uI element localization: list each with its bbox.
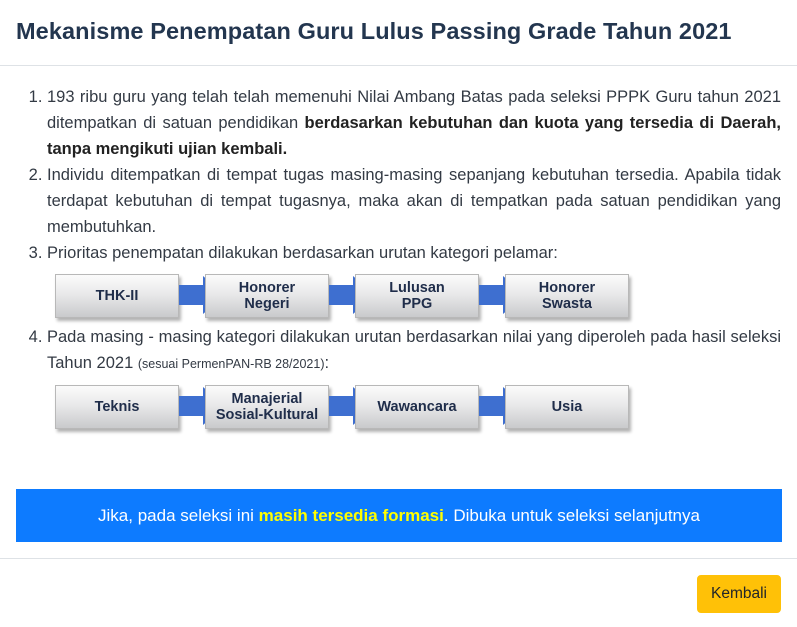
point-1-text: 193 ribu guru yang telah telah memenuhi Nilai Ambang Batas pada seleksi PPPK Guru tahun 2021 ditempatkan di satuan pendidikan xyxy=(47,88,781,132)
info-banner xyxy=(16,489,782,542)
priority-flow-diagram xyxy=(47,268,781,324)
flow-step-teknis: Teknis xyxy=(55,385,179,429)
list-item xyxy=(47,324,781,435)
flow-step-thk-ii: THK-II xyxy=(55,274,179,318)
flow-step-honorer-swasta: Honorer Swasta xyxy=(505,274,629,318)
modal-body xyxy=(0,66,797,435)
ranking-flow-diagram xyxy=(47,379,781,435)
list-item xyxy=(47,240,781,324)
modal-header xyxy=(0,0,797,66)
flow-step-manajerial: Manajerial Sosial-Kultural xyxy=(205,385,329,429)
list-item xyxy=(47,84,781,162)
list-item xyxy=(47,162,781,240)
point-4-note: (sesuai PermenPAN-RB 28/2021) xyxy=(137,357,325,371)
banner-highlight: masih tersedia formasi xyxy=(258,505,444,525)
point-2-text: Individu ditempatkan di tempat tugas masing-masing sepanjang kebutuhan tersedia. Apabila tidak terdapat kebutuhan di tempat tugasnya, maka akan di tempatkan pada satuan pendidikan yang membutuhkan. xyxy=(47,166,781,236)
flow-step-lulusan-ppg: Lulusan PPG xyxy=(355,274,479,318)
back-button[interactable]: Kembali xyxy=(697,575,781,613)
flow-step-honorer-negeri: Honorer Negeri xyxy=(205,274,329,318)
modal-footer xyxy=(0,558,797,627)
flow-step-wawancara: Wawancara xyxy=(355,385,479,429)
flow-step-usia: Usia xyxy=(505,385,629,429)
placement-points-list xyxy=(16,84,781,435)
banner-text-prefix: Jika, pada seleksi ini xyxy=(98,505,259,525)
point-4-text: Pada masing - masing kategori dilakukan urutan berdasarkan nilai yang diperoleh pada hasil seleksi Tahun 2021 xyxy=(47,328,781,372)
point-4-suffix: : xyxy=(324,354,330,372)
point-3-text: Prioritas penempatan dilakukan berdasarkan urutan kategori pelamar: xyxy=(47,244,558,262)
point-1-bold-text: berdasarkan kebutuhan dan kuota yang tersedia di Daerah, tanpa mengikuti ujian kembali. xyxy=(47,114,781,158)
modal-title: Mekanisme Penempatan Guru Lulus Passing Grade Tahun 2021 xyxy=(16,18,732,44)
banner-text-suffix: . Dibuka untuk seleksi selanjutnya xyxy=(443,505,700,525)
